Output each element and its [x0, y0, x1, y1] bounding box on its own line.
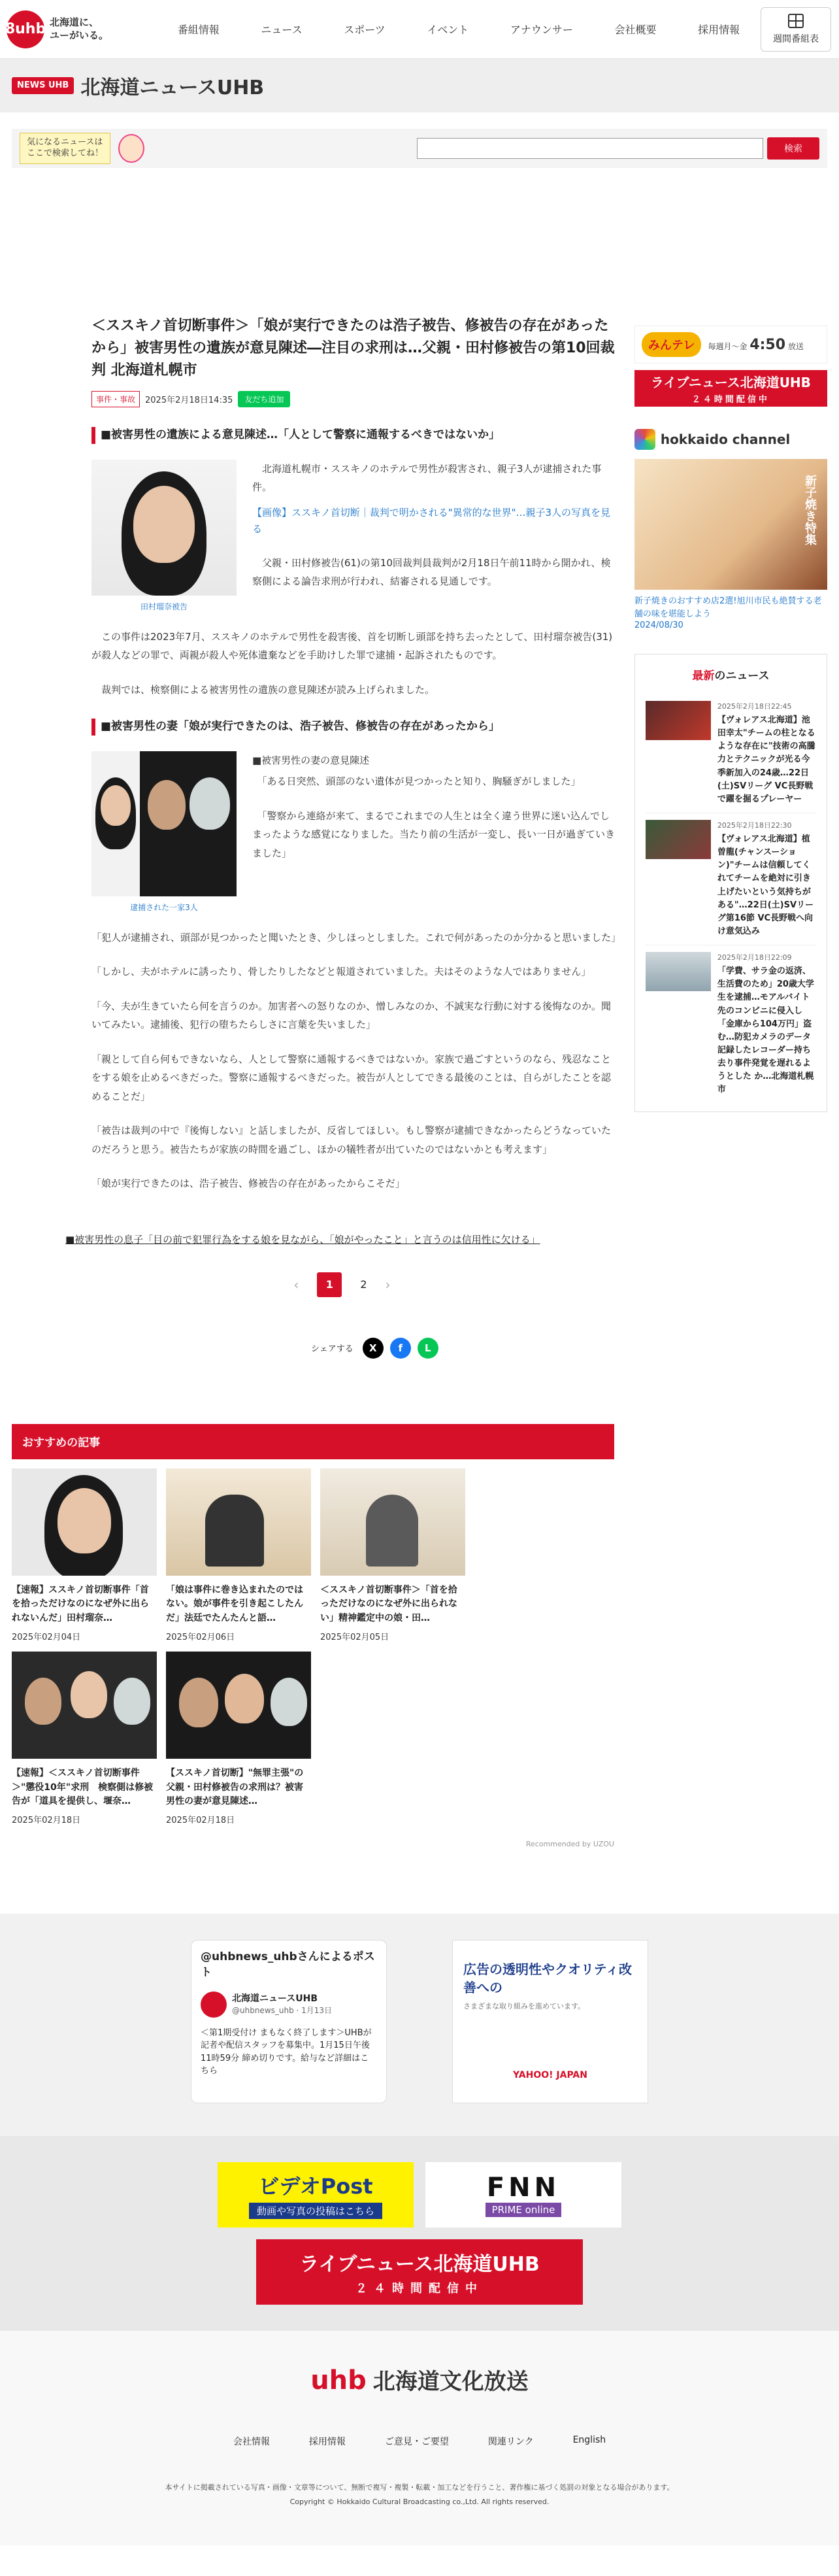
latest-thumb [646, 820, 711, 859]
latest-thumb [646, 701, 711, 740]
line-friend-button[interactable]: 友だち追加 [238, 391, 290, 407]
brand-title[interactable]: 北海道ニュースUHB [80, 76, 265, 99]
yahoo-ad-banner[interactable]: 広告の透明性やクオリティ改善への さまざまな取り組みを進めています。 YAHOO! JAPAN [452, 1940, 648, 2103]
nav-recruit[interactable]: 採用情報 [698, 24, 740, 36]
live-news-footer-banner[interactable]: ライブニュース北海道UHB ２４時間配信中 [256, 2239, 583, 2305]
next-page-link[interactable]: ■被害男性の息子「目の前で犯罪行為をする娘を見ながら、「娘がやったこと」と言うのは信用性に欠ける」 [65, 1233, 540, 1246]
nav-news[interactable]: ニュース [261, 24, 303, 36]
footer-links [0, 2435, 839, 2448]
x-share-icon[interactable]: X [363, 1338, 384, 1359]
recommended-image [12, 1652, 157, 1759]
live-news-banner[interactable]: ライブニュース北海道UHB ２４時間配信中 [634, 370, 827, 407]
footer-logo[interactable]: uhb 北海道文化放送 [310, 2365, 529, 2396]
recommended-image [12, 1468, 157, 1576]
recommended-card[interactable]: ＜ススキノ首切断事件＞「首を拾っただけなのになぜ外に出られない」精神鑑定中の娘・田… 2025年02月05日 [320, 1468, 465, 1642]
weekly-schedule-button[interactable]: 週間番組表 [761, 7, 831, 52]
search-input[interactable] [417, 138, 763, 159]
paragraph: 父親・田村修被告(61)の第10回裁判員裁判が2月18日午前11時から開かれ、検察側による論告求刑が行われ、結審される見通しです。 [252, 556, 611, 588]
hokkaido-channel-image[interactable]: 新子焼き特集 [634, 459, 827, 590]
footer-widgets [0, 1914, 839, 2136]
nav-announcers[interactable]: アナウンサー [510, 24, 573, 36]
nav-sports[interactable]: スポーツ [344, 24, 386, 36]
footer-link-related[interactable]: 関連リンク [487, 2436, 534, 2447]
quote: 「警察から連絡が来て、まるでこれまでの人生とは全く違う世界に迷い込んでしまったような感覚になりました。当たり前の生活が一変し、長い一日が過ぎていきました」 [252, 809, 616, 859]
paragraph: 北海道札幌市・ススキノのホテルで男性が殺害され、親子3人が逮捕された事件。 [252, 462, 602, 494]
embedded-tweet[interactable]: @uhbnews_uhbさんによるポスト 北海道ニュースUHB @uhbnews_uhb · 1月13日 ＜第1期受付け まもなく終了します＞UHBが記者や配信スタッフを募集中。1月15日午後11時59分 締め切りです。給与など詳細はこちら [191, 1940, 387, 2103]
hokkaido-channel-icon [634, 429, 655, 450]
article-date: 2025年2月18日14:35 [145, 396, 233, 406]
site-logo[interactable] [7, 10, 157, 48]
nav-events[interactable]: イベント [427, 24, 469, 36]
next-page-icon[interactable]: › [385, 1276, 391, 1293]
brand-bar [0, 59, 839, 112]
share-bar [131, 1338, 619, 1359]
photo-gallery-link[interactable]: 【画像】ススキノ首切断｜裁判で明かされる"異常的な世界"…親子3人の写真を見る [252, 506, 611, 535]
hokkaido-channel-link[interactable]: 新子焼きのおすすめ店2選!旭川市民も絶賛する老舗の味を堪能しよう [634, 596, 822, 619]
footer-link-company[interactable]: 会社情報 [233, 2436, 270, 2447]
page-1-button[interactable]: 1 [317, 1272, 342, 1297]
recommended-image [166, 1652, 311, 1759]
latest-news [634, 654, 827, 1112]
search-button[interactable]: 検索 [767, 137, 819, 160]
latest-news-title: 最新のニュース [692, 669, 770, 683]
recommended-powered-by: Recommended by UZOU [525, 1839, 614, 1848]
mascot-icon [118, 134, 144, 163]
main-nav [157, 16, 761, 42]
minten-logo: みんテレ [642, 332, 702, 357]
category-tag[interactable]: 事件・事故 [91, 391, 140, 407]
minten-schedule: 毎週月〜金 4:50 放送 [708, 336, 804, 353]
paragraph: この事件は2023年7月、ススキノのホテルで男性を殺害後、首を切断し頭部を持ち去ったとして、田村瑠奈被告(31)が殺人などの罪で、両親が殺人や死体遺棄などを手助けした罪で逮捕・起訴されたものです。 [91, 630, 613, 662]
footer-link-english[interactable]: English [572, 2434, 606, 2445]
article-photo-block-1 [91, 460, 619, 612]
latest-thumb [646, 952, 711, 991]
hokkaido-channel-logo[interactable]: hokkaido channel [634, 429, 827, 450]
latest-news-item[interactable]: 2025年2月18日22:45 【ヴォレアス北海道】池田幸太"チームの柱となるような存在に"技術の高騰力とテクニックが光る今季新加入の24歳…22日(土)SVリーグ VC長野戦で躍を掘るプレーヤー [646, 694, 816, 813]
search-band [12, 129, 827, 168]
schedule-grid-icon [788, 14, 804, 28]
site-footer [0, 2331, 839, 2545]
search-hint: 気になるニュースは ここで検索してね！ [20, 133, 110, 164]
statement-label: ■被害男性の妻の意見陳述 [252, 754, 370, 766]
quote: 「ある日突然、頭部のない遺体が見つかったと知り、胸騒ぎがしました」 [257, 775, 581, 788]
minten-ad-banner[interactable] [634, 326, 827, 364]
logo-tagline: 北海道に、 ユーがいる。 [50, 16, 109, 41]
article-headline: ＜ススキノ首切断事件＞「娘が実行できたのは浩子被告、修被告の存在があったから」被害男性の遺族が意見陳述―注目の求刑は…父親・田村修被告の第10回裁判 北海道札幌市 [91, 318, 615, 379]
recommended-image [320, 1468, 465, 1576]
statement-text [252, 751, 619, 913]
recommended-card[interactable]: 【速報】＜ススキノ首切断事件＞"懲役10年"求刑 検察側は修被告が「道具を提供し、堰奈… 2025年02月18日 [12, 1652, 157, 1825]
photo-caption-2: 逮捕された一家3人 [130, 902, 198, 912]
recommended-card[interactable]: 【速報】ススキノ首切断事件「首を拾っただけなのになぜ外に出られないんだ」田村瑠奈… 2025年02月04日 [12, 1468, 157, 1642]
uhb-logo-mark: 8uhb [7, 10, 44, 48]
nav-company[interactable]: 会社概要 [614, 24, 657, 36]
site-header [0, 0, 839, 59]
quote: 「娘が実行できたのは、浩子被告、修被告の存在があったからこそだ」 [91, 1178, 405, 1190]
video-post-banner[interactable]: ビデオPost 動画や写真の投稿はこちら [218, 2162, 414, 2228]
footer-link-recruit[interactable]: 採用情報 [308, 2436, 346, 2447]
share-label: シェアする [311, 1344, 354, 1355]
nav-programs[interactable]: 番組情報 [177, 24, 220, 36]
news-uhb-badge: NEWS UHB [12, 77, 74, 94]
latest-news-item[interactable]: 2025年2月18日22:09 「学費、サラ金の返済、生活費のため」20歳大学生を逮捕…モアルバイト先のコンビニに侵入し「金庫から104万円」盗む…防犯カメラのデータ記録したレコーダー持ち去り事件発覚を遅れるようとした か…北海道札幌市 [646, 945, 816, 1103]
quote: 「しかし、夫がホテルに誘ったり、骨したりしたなどと報道されていました。夫はそのような人ではありません」 [91, 966, 591, 978]
section-heading-2: ■被害男性の妻「娘が実行できたのは、浩子被告、修被告の存在があったから」 [91, 719, 619, 736]
copyright-notice: 本サイトに掲載されている写真・画像・文章等について、無断で複写・複製・転載・加工などを行うこと、著作権に基づく処罰の対象となる場合があります。 [165, 2483, 674, 2492]
avatar [201, 1991, 227, 2018]
recommended-image [166, 1468, 311, 1576]
recommended-card[interactable]: 「娘は事件に巻き込まれたのではない。娘が事件を引き起こしたんだ」法廷でたんたんと語… 2025年02月06日 [166, 1468, 311, 1642]
recommended-articles [12, 1424, 614, 1848]
tweet-heading: @uhbnews_uhbさんによるポスト [201, 1950, 375, 1979]
tweet-text: ＜第1期受付け まもなく終了します＞UHBが記者や配信スタッフを募集中。1月15日午後11時59分 締め切りです。給与など詳細はこちら [201, 2027, 372, 2076]
paragraph: 裁判では、検察側による被害男性の遺族の意見陳述が読み上げられました。 [101, 683, 435, 696]
latest-news-item[interactable]: 2025年2月18日22:30 【ヴォレアス北海道】植曽龍(チャンスーション)"チームは信頼してくれてチームを絶対に引き上げたいという気持ちがある"…22日(土)SVリーグ第16節 VC長野戦へ向け意気込み [646, 813, 816, 945]
photo-side-text [252, 460, 619, 612]
defendant-photo[interactable] [91, 460, 237, 596]
yahoo-logo: YAHOO! JAPAN [513, 2069, 587, 2080]
family-photo[interactable] [91, 751, 237, 896]
copyright: Copyright © Hokkaido Cultural Broadcasting co.,Ltd. All rights reserved. [289, 2497, 550, 2506]
article-meta [91, 391, 619, 407]
line-share-icon[interactable]: L [418, 1338, 438, 1359]
article-photo-block-2 [91, 751, 619, 913]
photo-figure-2 [91, 751, 237, 913]
quote: 「親として自ら何もできないなら、人として警察に通報するべきではないか。家族で過ごすというのなら、残忍なことをする娘を止めるべきだった。警察に通報するべきだった。被告が人としてできる最後のことは、自らがしたことを認めることだ」 [91, 1053, 612, 1102]
content-area [0, 184, 839, 1359]
pagination [91, 1272, 593, 1297]
hokkaido-channel-date: 2024/08/30 [634, 620, 683, 630]
photo-caption-1: 田村瑠奈被告 [140, 602, 188, 611]
search-section [0, 112, 839, 184]
recommended-card[interactable]: 【ススキノ首切断】"無罪主張"の父親・田村修被告の求刑は？被害男性の妻が意見陳述… 2025年02月18日 [166, 1652, 311, 1825]
section-heading-1: ■被害男性の遺族による意見陳述…「人として警察に通報するべきではないか」 [91, 427, 619, 444]
facebook-share-icon[interactable]: f [390, 1338, 411, 1359]
photo-figure-1 [91, 460, 237, 612]
quote: 「今、夫が生きていたら何を言うのか。加害者への怒りなのか、憎しみなのか、不誠実な行動に対する後悔なのか。聞いてみたい。逮捕後、犯行の堕ちたらしさに言葉を失いました」 [91, 1000, 612, 1031]
recommended-title: おすすめの記事 [12, 1424, 614, 1459]
quote: 「犯人が逮捕され、頭部が見つかったと聞いたとき、少しほっとしました。これで何があったのか分かると思いました」 [91, 931, 621, 943]
article [65, 184, 621, 1359]
footer-banners [0, 2136, 839, 2331]
fnn-prime-banner[interactable]: FNN PRIME online [425, 2162, 621, 2228]
prev-page-icon[interactable]: ‹ [293, 1276, 299, 1293]
recommended-grid [12, 1468, 614, 1825]
quote: 「被告は裁判の中で『後悔しない』と話しましたが、反省してほしい。もし警察が逮捕できなかったらどうなっていたのだろうと思う。被告たちが家族の時間を過ごし、ほかの犠牲者が出ていたのではないかとも考えます」 [91, 1125, 612, 1155]
sidebar [634, 184, 827, 1359]
footer-link-feedback[interactable]: ご意見・ご要望 [384, 2436, 449, 2447]
page-2-button[interactable]: 2 [360, 1278, 367, 1291]
